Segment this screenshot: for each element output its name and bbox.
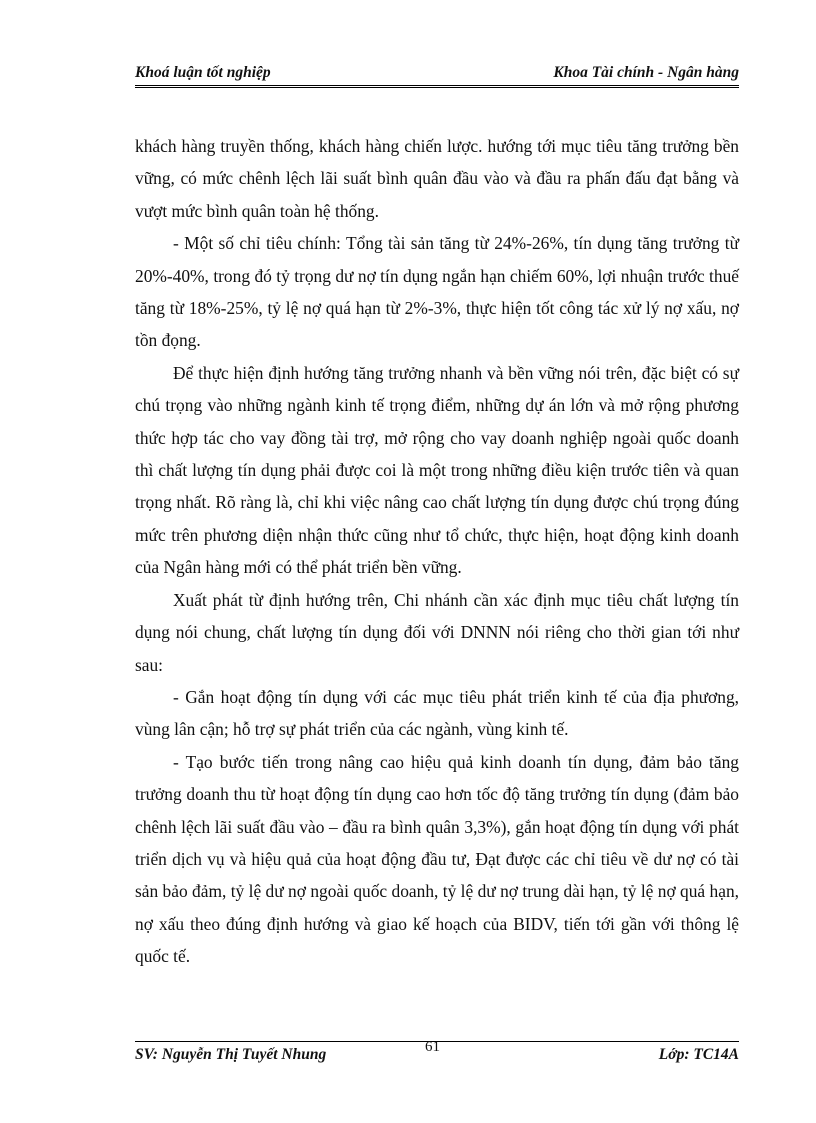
paragraph-4: Xuất phát từ định hướng trên, Chi nhánh cần xác định mục tiêu chất lượng tín dụng nói chung, chất lượng tín dụng đối với DNNN nói riêng cho thời gian tới như sau: <box>135 589 739 675</box>
header-thesis-title: Khoá luận tốt nghiệp <box>135 64 271 81</box>
page-footer <box>135 1039 739 1068</box>
header-faculty: Khoa Tài chính - Ngân hàng <box>553 64 739 81</box>
page-header <box>135 64 739 86</box>
paragraph-5: - Gắn hoạt động tín dụng với các mục tiêu phát triển kinh tế của địa phương, vùng lân cận; hỗ trợ sự phát triển của các ngành, vùng kinh tế. <box>135 686 739 740</box>
paragraph-1: khách hàng truyền thống, khách hàng chiến lược. hướng tới mục tiêu tăng trưởng bền vững, có mức chênh lệch lãi suất bình quân đầu vào và đầu ra phấn đấu đạt bằng và vượt mức bình quân toàn hệ thống. <box>135 136 739 221</box>
header-rule <box>135 85 739 88</box>
paragraph-3: Để thực hiện định hướng tăng trưởng nhanh và bền vững nói trên, đặc biệt có sự chú trọng vào những ngành kinh tế trọng điểm, những dự án lớn và mở rộng phương thức hợp tác cho vay đồng tài trợ, mở rộng cho vay doanh nghiệp ngoài quốc doanh thì chất lượng tín dụng phải được coi là một trong những điều kiện trước tiên và quan trọng nhất. Rõ ràng là, chỉ khi việc nâng cao chất lượng tín dụng được chú trọng đúng mức trên phương diện nhận thức cũng như tổ chức, thực hiện, hoạt động kinh doanh của Ngân hàng mới có thể phát triển bền vững. <box>135 362 739 578</box>
page-number: 61 <box>425 1039 440 1055</box>
paragraph-6: - Tạo bước tiến trong nâng cao hiệu quả kinh doanh tín dụng, đảm bảo tăng trưởng doanh thu từ hoạt động tín dụng cao hơn tốc độ tăng trưởng tín dụng (đảm bảo chênh lệch lãi suất đầu vào – đầu ra bình quân 3,3%), gắn hoạt động tín dụng với phát triển dịch vụ và hiệu quả của hoạt động đầu tư, Đạt được các chỉ tiêu về dư nợ có tài sản bảo đảm, tỷ lệ dư nợ ngoài quốc doanh, tỷ lệ dư nợ trung dài hạn, tỷ lệ nợ quá hạn, nợ xấu theo đúng định hướng và giao kế hoạch của BIDV, tiến tới gần với thông lệ quốc tế. <box>135 751 739 967</box>
paragraph-2: - Một số chỉ tiêu chính: Tổng tài sản tăng từ 24%-26%, tín dụng tăng trưởng từ 20%-40%, trong đó tỷ trọng dư nợ tín dụng ngắn hạn chiếm 60%, lợi nhuận trước thuế tăng từ 18%-25%, tỷ lệ nợ quá hạn từ 2%-3%, thực hiện tốt công tác xử lý nợ xấu, nợ tồn đọng. <box>135 233 739 351</box>
footer-student-name: SV: Nguyễn Thị Tuyết Nhung <box>135 1046 327 1063</box>
footer-class: Lớp: TC14A <box>658 1046 739 1063</box>
document-body <box>135 130 739 973</box>
